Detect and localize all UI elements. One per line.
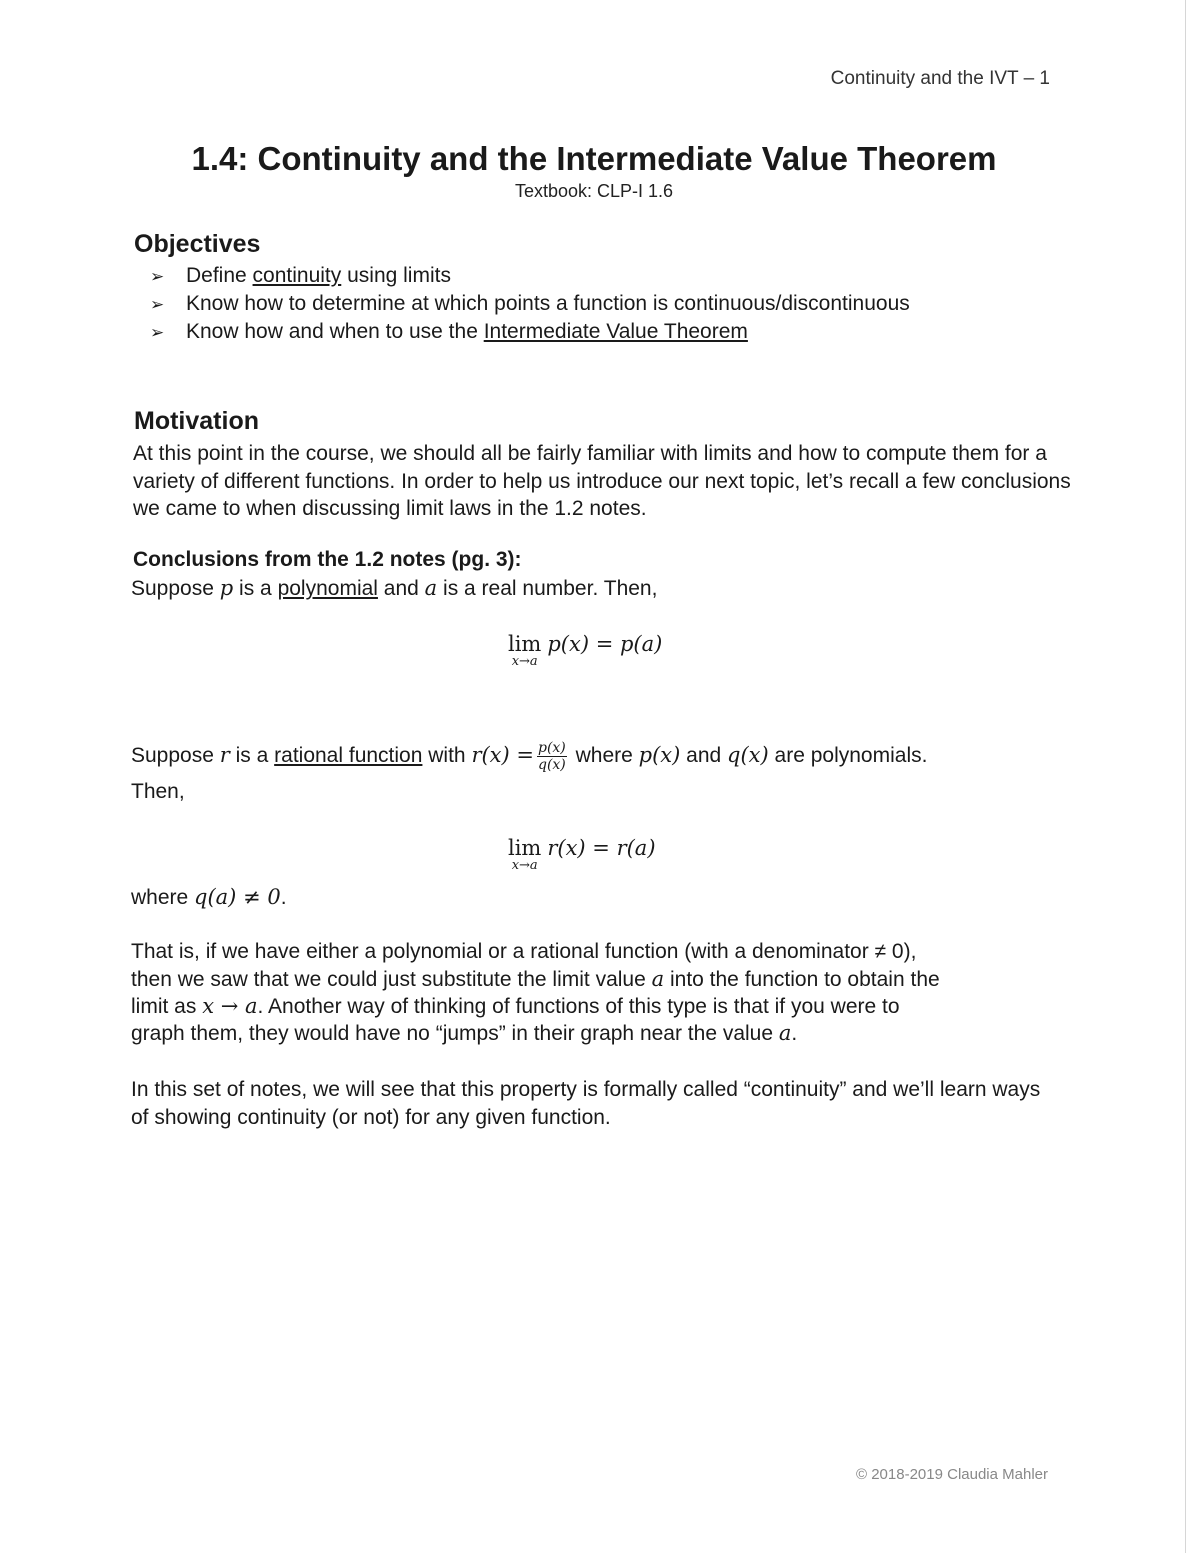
denominator-condition: where q(a) ≠ 0. bbox=[131, 885, 287, 909]
rational-fraction: $\frac{p(x)}{q(x)}$ bbox=[537, 740, 566, 773]
arrow-bullet-icon: ➢ bbox=[150, 323, 165, 342]
motivation-heading: Motivation bbox=[134, 407, 259, 435]
continuity-intro-paragraph: In this set of notes, we will see that this property is formally called “continuity” and we’ll learn ways of showing continuity (or not) for any given function. bbox=[131, 1078, 1041, 1129]
objectives-list bbox=[150, 262, 910, 346]
objectives-heading: Objectives bbox=[134, 230, 261, 258]
objective-item: ➢ Know how and when to use the Intermediate Value Theorem bbox=[150, 318, 910, 346]
conclusions-heading: Conclusions from the 1.2 notes (pg. 3): bbox=[133, 548, 522, 571]
page-title: 1.4: Continuity and the Intermediate Value Theorem bbox=[191, 140, 997, 177]
continuity-term: continuity bbox=[252, 264, 342, 287]
ivt-term: Intermediate Value Theorem bbox=[483, 320, 748, 343]
rational-statement: Suppose r is a rational function with r(x) = $\frac{p(x)}{q(x)}$ where p(x) and q(x) are polynomials. bbox=[131, 740, 928, 773]
rational-limit-equation: lim x→a r(x) = r(a) bbox=[508, 836, 656, 873]
objective-item: ➢ Know how to determine at which points a function is continuous/discontinuous bbox=[150, 290, 910, 318]
copyright-footer: © 2018-2019 Claudia Mahler bbox=[855, 1466, 1048, 1483]
motivation-paragraph: At this point in the course, we should all be fairly familiar with limits and how to compute them for a variety of different functions. In order to help us introduce our next topic, let’s recall a few conclusions we came to when discussing limit laws in the 1.2 notes. bbox=[133, 442, 1071, 520]
arrow-bullet-icon: ➢ bbox=[150, 267, 165, 286]
then-text: Then, bbox=[131, 780, 185, 803]
polynomial-limit-equation: lim x→a p(x) = p(a) bbox=[508, 632, 663, 669]
document-page: Continuity and the IVT – 1 1.4: Continuity and the Intermediate Value Theorem Textbook: CLP-I 1.6 Objectives ➢ Define continuity using limits ➢ Know how to determine at which points a function is continuous/discontinuous ➢ Know how and when to use the Intermediate Value Theorem Motivation At this point in the course, we should all be fairly familiar with limits and how to compute them for a variety of different functions. In order to help us introduce our next topic, let’s recall a few conclusions we came to when discussing limit laws in the 1.2 notes. Conclusions from the 1.2 notes (pg. 3): Suppose p is a polynomial and a is a real number. Then, lim x→a p(x) = p(a) Suppose r is a rational function with r(x) = $\frac{p(x)}{q(x)}$ where p(x) and q(x) are polynomials. Then, lim x→a r(x) = r(a) where q(a) ≠ 0. That is, if we have either a polynomial or a rational function (with a denominator ≠ 0), then we saw that we could just substitute the limit value a into the function to obtain the limit as x → a. Another way of thinking of functions of this type is that if you were to graph them, they would have no “jumps” in their graph near the value a. In this set of notes, we will see that this property is formally called “continuity” and we’ll learn ways of showing continuity (or not) for any given function. © 2018-2019 Claudia Mahler bbox=[0, 0, 1200, 1553]
objective-item: ➢ Define continuity using limits bbox=[150, 262, 910, 290]
running-header: Continuity and the IVT – 1 bbox=[830, 68, 1050, 89]
polynomial-statement: Suppose p is a polynomial and a is a real number. Then, bbox=[131, 576, 658, 600]
arrow-bullet-icon: ➢ bbox=[150, 295, 165, 314]
rational-function-term: rational function bbox=[274, 744, 423, 768]
textbook-reference: Textbook: CLP-I 1.6 bbox=[514, 181, 674, 201]
polynomial-term: polynomial bbox=[277, 577, 378, 600]
scan-edge-line bbox=[1185, 0, 1186, 1553]
